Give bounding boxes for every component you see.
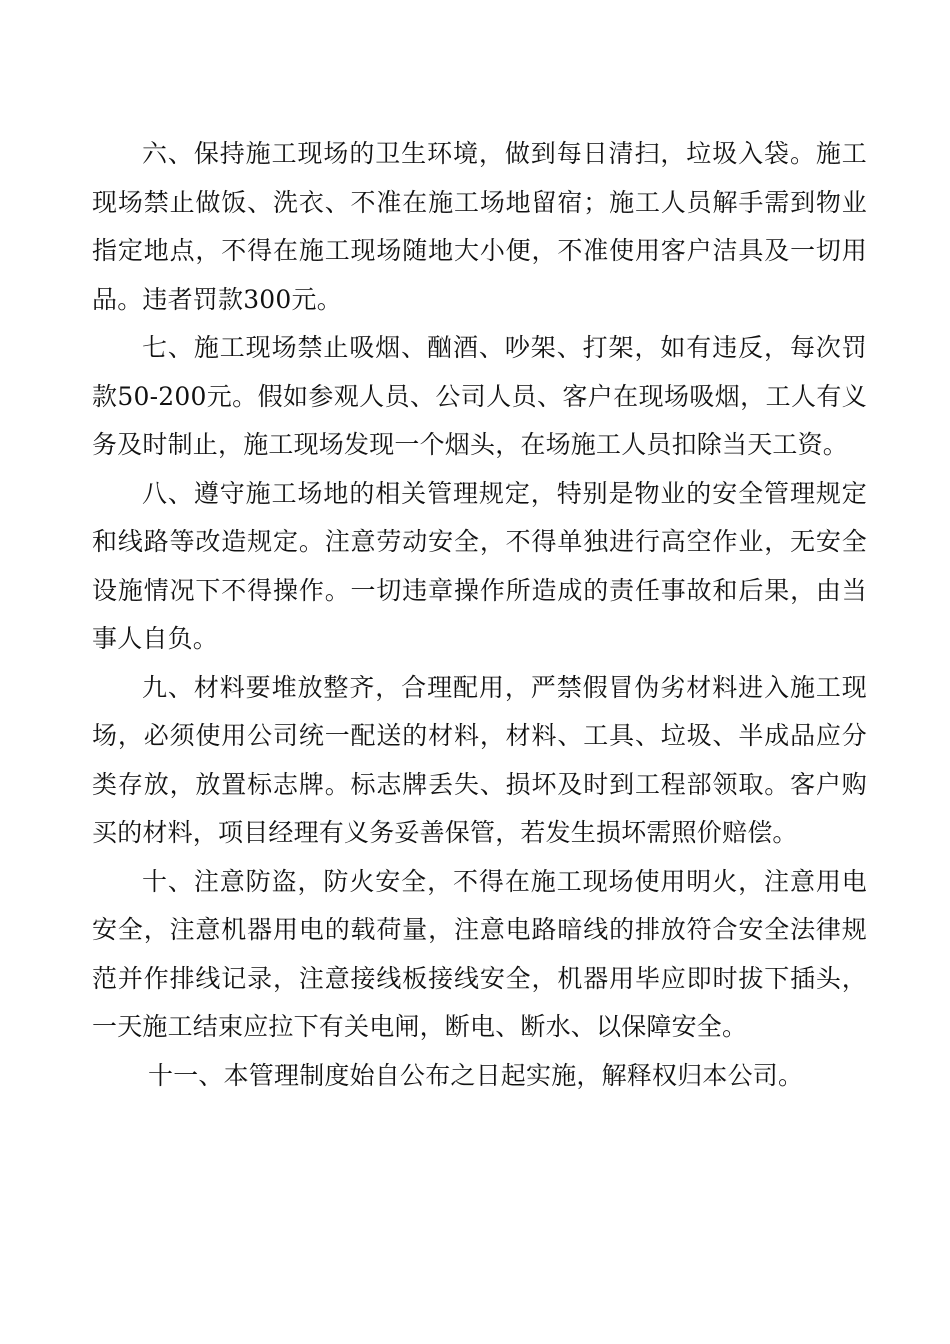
clause-8-paragraph: 八、遵守施工场地的相关管理规定，特别是物业的安全管理规定和线路等改造规定。注意劳动安全，不得单独进行高空作业，无安全设施情况下不得操作。一切违章操作所造成的责任事故和后果，由当事人自负。 — [92, 478, 867, 653]
clause-10-paragraph: 十、注意防盗，防火安全，不得在施工现场使用明火，注意用电安全，注意机器用电的载荷量，注意电路暗线的排放符合安全法律规范并作排线记录，注意接线板接线安全，机器用毕应即时拔下插头，一天施工结束应拉下有关电闸，断电、断水、以保障安全。 — [92, 866, 867, 1041]
clause-11-paragraph: 十一、本管理制度始自公布之日起实施，解释权归本公司。 — [148, 1060, 804, 1090]
clause-9-paragraph: 九、材料要堆放整齐，合理配用，严禁假冒伪劣材料进入施工现场，必须使用公司统一配送的材料，材料、工具、垃圾、半成品应分类存放，放置标志牌。标志牌丢失、损坏及时到工程部领取。客户购买的材料，项目经理有义务妥善保管，若发生损坏需照价赔偿。 — [92, 672, 867, 847]
document-body — [92, 130, 867, 1100]
clause-6-paragraph: 六、保持施工现场的卫生环境，做到每日清扫，垃圾入袋。施工现场禁止做饭、洗衣、不准在施工场地留宿；施工人员解手需到物业指定地点，不得在施工现场随地大小便，不准使用客户洁具及一切用品。违者罚款300元。 — [92, 139, 867, 314]
clause-7-paragraph: 七、施工现场禁止吸烟、酗酒、吵架、打架，如有违反，每次罚款50-200元。假如参观人员、公司人员、客户在现场吸烟，工人有义务及时制止，施工现场发现一个烟头，在场施工人员扣除当天工资。 — [92, 333, 867, 459]
